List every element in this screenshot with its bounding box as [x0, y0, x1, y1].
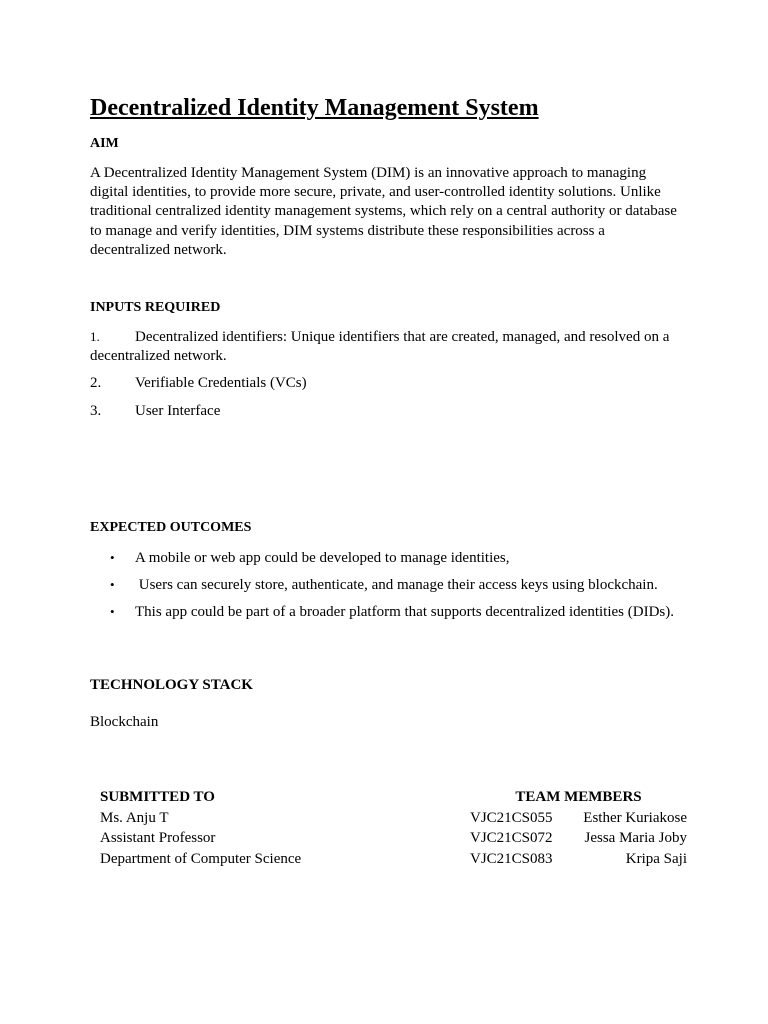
- bullet-icon: •: [110, 604, 115, 619]
- input-item-number: 3.: [90, 403, 102, 419]
- team-member-row: [470, 808, 687, 829]
- submitted-to-department: Department of Computer Science: [100, 851, 302, 868]
- input-item-number: 2.: [90, 375, 102, 391]
- bullet-icon: •: [110, 550, 115, 565]
- input-item-text: Verifiable Credentials (VCs): [135, 375, 307, 391]
- input-item-1: [90, 327, 690, 366]
- team-member-id: VJC21CS072: [470, 830, 553, 847]
- outcome-item-text: This app could be part of a broader platform that supports decentralized identities (DIDs).: [135, 604, 674, 620]
- outcome-item-2: [90, 575, 710, 595]
- input-item-text: Decentralized identifiers: Unique identifiers that are created, managed, and resolved on a decentralized network.: [90, 329, 670, 364]
- outcome-item-text: A mobile or web app could be developed to manage identities,: [135, 550, 510, 566]
- outcome-item-text: Users can securely store, authenticate, and manage their access keys using blockchain.: [135, 577, 658, 593]
- submitted-to-heading: SUBMITTED TO: [100, 789, 215, 805]
- input-item-number: 1.: [90, 329, 100, 344]
- team-member-row: [470, 828, 687, 849]
- aim-heading: AIM: [90, 136, 119, 151]
- input-item-3: [90, 402, 690, 421]
- submitted-to-block: [100, 787, 400, 870]
- team-member-id: VJC21CS083: [470, 851, 553, 868]
- team-member-name: Jessa Maria Joby: [584, 830, 687, 847]
- team-member-name: Esther Kuriakose: [583, 809, 687, 826]
- outcome-item-1: [90, 548, 710, 568]
- input-item-2: [90, 374, 690, 393]
- submitted-to-designation: Assistant Professor: [100, 830, 216, 847]
- team-members-heading: TEAM MEMBERS: [515, 789, 642, 805]
- submitted-to-name: Ms. Anju T: [100, 809, 169, 826]
- bullet-icon: •: [110, 577, 115, 592]
- team-member-id: VJC21CS055: [470, 809, 553, 826]
- tech-value: Blockchain: [90, 714, 159, 730]
- tech-heading: TECHNOLOGY STACK: [90, 677, 253, 693]
- input-item-text: User Interface: [135, 403, 221, 419]
- document-title: Decentralized Identity Management System: [90, 95, 539, 121]
- aim-paragraph: A Decentralized Identity Management System (DIM) is an innovative approach to managing digital identities, to provide more secure, private, and user-controlled identity solutions. Unlike traditional centralized identity management systems, which rely on a central authority or database to manage and verify identities, DIM systems distribute these responsibilities across a decentralized network.: [90, 165, 677, 258]
- team-member-row: [470, 849, 687, 870]
- inputs-heading: INPUTS REQUIRED: [90, 300, 221, 315]
- outcomes-heading: EXPECTED OUTCOMES: [90, 520, 252, 535]
- outcome-item-3: [90, 602, 710, 622]
- team-member-name: Kripa Saji: [625, 851, 687, 868]
- team-members-block: [470, 787, 687, 870]
